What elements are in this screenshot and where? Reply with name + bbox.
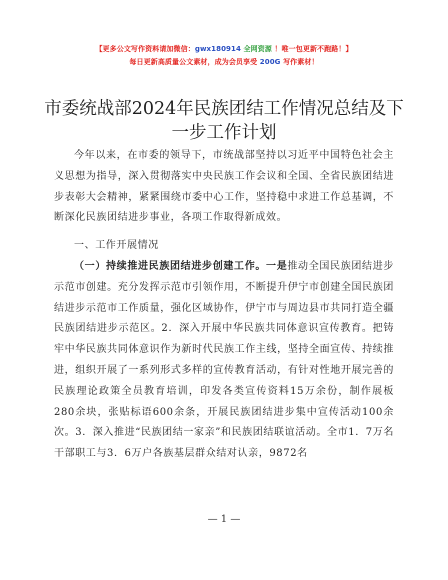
subsection-body: 推动全国民族团结进步示范市创建。充分发挥示范市引领作用，不断提升伊宁市创建全国民族团结进步示范市工作质量，强化区域协作，伊宁市与周边县市共同打造全疆民族团结进步示范区。2．深入开展中华民族共同体意识宣传教育。把铸牢中华民族共同体意识作为新时代民族工作主线，坚持全面宣传、持续推进，组织开展了一系列形式多样的宣传教育活动，有针对性地开展完善的民族理论政策全员教育培训，印发各类宣传资料15万余份，制作展板280余块，张贴标语600余条，开展民族团结进步集中宣传活动100余次。3．深入推进“民族团结一家亲”和民族团结联谊活动。全市1．7万名干部职工与3．6万户各族基层群众结对认亲，9872名: [54, 261, 394, 460]
banner-amount: 200G: [259, 58, 281, 66]
banner-text: 每日更新高质量公文素材，成为会员享受: [129, 58, 260, 66]
subsection-lead: 一是: [266, 261, 288, 272]
body-paragraph: [54, 257, 394, 465]
section-heading: 一、工作开展情况: [74, 240, 159, 251]
subsection-title: （一）持续推进民族团结进步创建工作。: [74, 261, 267, 272]
banner-text: 【更多公文写作资料请加微信：: [95, 45, 195, 53]
banner-text: 写作素材！: [280, 58, 319, 66]
document-title-continued: 一步工作计划: [171, 123, 277, 143]
intro-paragraph: 今年以来，在市委的领导下，市统战部坚持以习近平中国特色社会主义思想为指导，深入贯彻落实中央民族工作会议和全国、全省民族团结进步表彰大会精神，紧紧围绕市委中心工作，坚持稳中求进工作总基调，不断深化民族团结进步事业，各项工作取得新成效。: [54, 150, 394, 224]
document-title: 市委统战部2024年民族团结工作情况总结及下: [44, 99, 404, 119]
banner-text: ！唯一包更新不跑路！】: [274, 45, 353, 53]
promo-banner-line-2: [0, 57, 448, 67]
banner-wechat-id: gwx180914: [194, 45, 241, 53]
promo-banner-line-1: [0, 44, 448, 54]
banner-text: 全网资源: [240, 45, 275, 53]
page-number: — 1 —: [207, 514, 241, 525]
